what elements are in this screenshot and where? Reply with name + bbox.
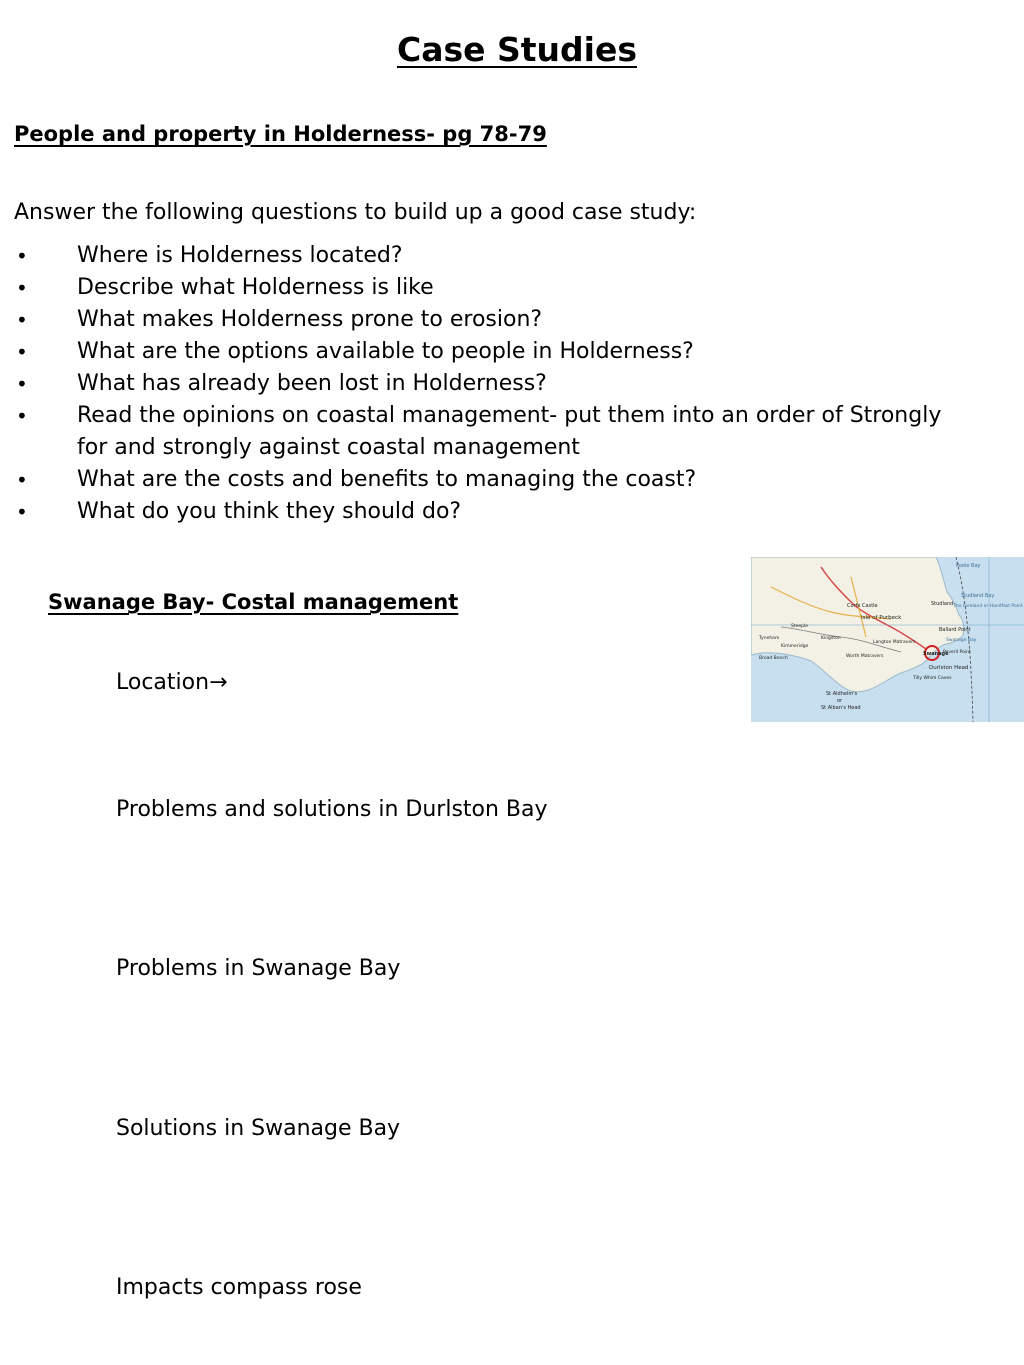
question-text: What are the costs and benefits to managing the coast? bbox=[77, 467, 697, 492]
map-label: or bbox=[837, 698, 843, 704]
list-item bbox=[14, 304, 1004, 336]
map-label: Worth Matravers bbox=[846, 654, 884, 659]
bullet-icon: • bbox=[16, 340, 28, 364]
list-item bbox=[14, 464, 1004, 496]
swanage-problems-prompt: Problems in Swanage Bay bbox=[116, 956, 401, 981]
map-label: St Alban's Head bbox=[821, 705, 861, 711]
list-item bbox=[14, 272, 1004, 304]
compass-rose-prompt: Impacts compass rose bbox=[116, 1275, 362, 1300]
map-label: Steeple bbox=[791, 624, 809, 629]
bullet-icon: • bbox=[16, 500, 28, 524]
map-label: Durlston Head bbox=[929, 665, 969, 671]
list-item bbox=[14, 368, 1004, 400]
arrow-right-icon: → bbox=[209, 670, 228, 695]
page-title: Case Studies bbox=[397, 30, 637, 69]
bullet-icon: • bbox=[16, 372, 28, 396]
map-label: The Foreland or Handfast Point bbox=[953, 604, 1023, 609]
map-label: Studland Bay bbox=[961, 593, 995, 599]
question-text: Describe what Holderness is like bbox=[77, 275, 434, 300]
question-text: What has already been lost in Holderness? bbox=[77, 371, 547, 396]
list-item bbox=[14, 336, 1004, 368]
map-label: Ballard Point bbox=[939, 627, 971, 633]
durlston-prompt: Problems and solutions in Durlston Bay bbox=[116, 797, 548, 822]
map-label: Kimmeridge bbox=[781, 644, 809, 649]
swanage-solutions-prompt: Solutions in Swanage Bay bbox=[116, 1116, 401, 1141]
map-label: Tyneham bbox=[759, 636, 780, 641]
question-text: What are the options available to people in Holderness? bbox=[77, 339, 694, 364]
question-text: What makes Holderness prone to erosion? bbox=[77, 307, 543, 332]
bullet-icon: • bbox=[16, 276, 28, 300]
map-label: Corfe Castle bbox=[847, 603, 878, 609]
bullet-icon: • bbox=[16, 468, 28, 492]
holderness-question-list bbox=[14, 240, 1004, 528]
question-text: Where is Holderness located? bbox=[77, 243, 403, 268]
location-label: Location bbox=[116, 670, 210, 695]
holderness-heading: People and property in Holderness- pg 78-79 bbox=[14, 122, 547, 146]
map-label: Swanage bbox=[923, 651, 949, 657]
swanage-heading: Swanage Bay- Costal management bbox=[48, 590, 459, 614]
map-label: Poole Bay bbox=[956, 563, 981, 569]
holderness-intro: Answer the following questions to build up a good case study: bbox=[14, 200, 697, 225]
list-item bbox=[14, 400, 942, 464]
swanage-map bbox=[751, 557, 1024, 722]
question-text: Read the opinions on coastal management- put them into an order of Strongly for and strongly against coastal management bbox=[77, 403, 942, 460]
map-label: Broad Bench bbox=[759, 656, 788, 661]
map-label: Studland bbox=[931, 601, 954, 607]
map-label: Tilly Whim Caves bbox=[913, 676, 952, 681]
map-label: St Aldhelm's bbox=[826, 691, 858, 697]
bullet-icon: • bbox=[16, 308, 28, 332]
map-label: Peveril Point bbox=[943, 650, 971, 655]
map-label: Swanage Bay bbox=[946, 638, 977, 643]
map-label: Langton Matravers bbox=[873, 640, 916, 645]
map-label: Kingston bbox=[821, 636, 841, 641]
list-item bbox=[14, 496, 1004, 528]
location-prompt bbox=[116, 670, 228, 695]
question-text: What do you think they should do? bbox=[77, 499, 462, 524]
list-item bbox=[14, 240, 1004, 272]
map-label: Isle of Purbeck bbox=[861, 615, 902, 621]
bullet-icon: • bbox=[16, 404, 28, 428]
bullet-icon: • bbox=[16, 244, 28, 268]
